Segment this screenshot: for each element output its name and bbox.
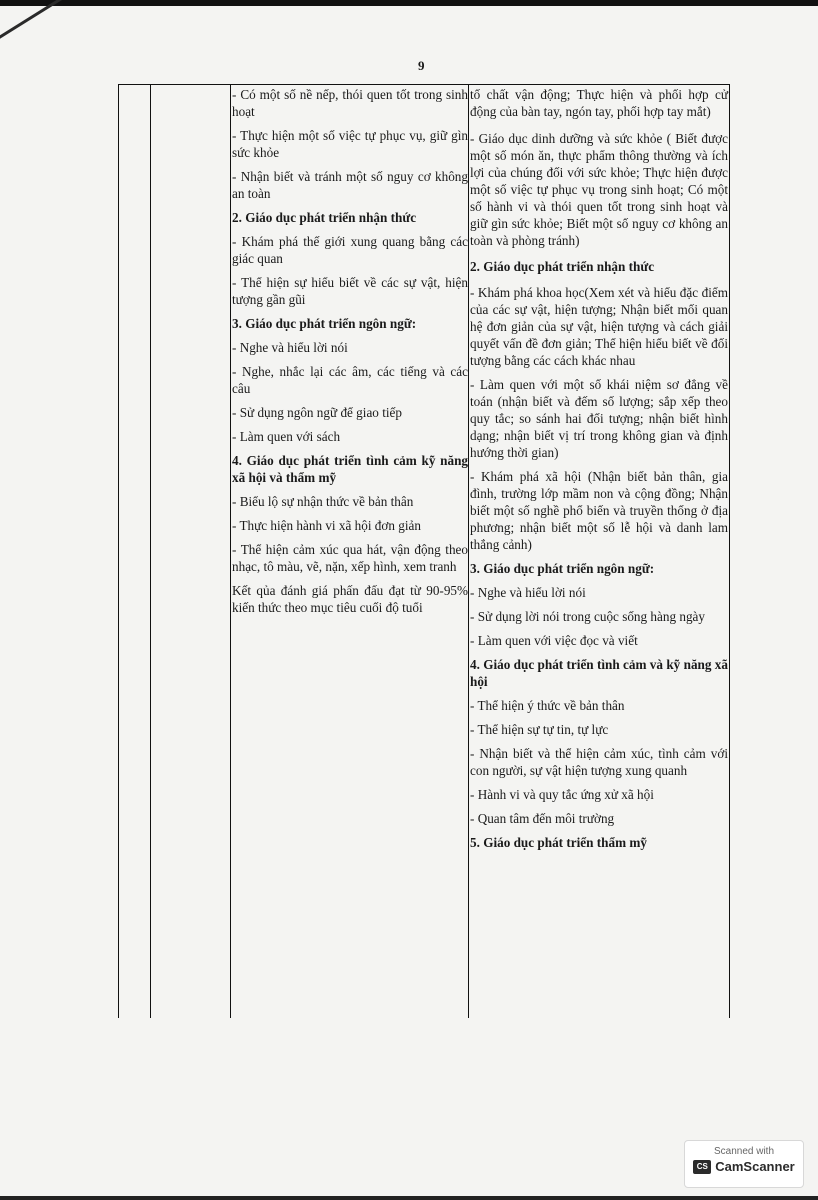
content-paragraph: - Thể hiện cảm xúc qua hát, vận động theo nhạc, tô màu, vẽ, nặn, xếp hình, xem tranh xyxy=(232,542,468,574)
content-paragraph: - Làm quen với việc đọc và viết xyxy=(470,633,638,648)
right-column xyxy=(470,86,728,851)
section-heading: 2. Giáo dục phát triển nhận thức xyxy=(470,259,655,274)
table-top-border xyxy=(118,84,729,85)
camscanner-badge xyxy=(684,1140,804,1188)
page-fold-mark xyxy=(0,0,120,90)
content-paragraph: - Khám phá xã hội (Nhận biết bản thân, gia đình, trường lớp mầm non và cộng đồng; Nhận biết một số nghề phổ biến và truyền thống ở địa phương; nhận biết một số lễ hội và danh lam thắng cảnh) xyxy=(470,469,728,552)
content-paragraph: - Nghe, nhắc lại các âm, các tiếng và các câu xyxy=(232,364,468,396)
section-heading: 4. Giáo dục phát triển tình cảm và kỹ năng xã hội xyxy=(470,657,728,689)
table-border-col3 xyxy=(468,84,469,1018)
content-paragraph: - Sử dụng ngôn ngữ để giao tiếp xyxy=(232,405,402,420)
camscanner-logo-icon: CS xyxy=(693,1160,711,1174)
table-border-right xyxy=(729,84,730,1018)
content-paragraph: - Làm quen với sách xyxy=(232,429,341,444)
middle-column xyxy=(232,86,468,616)
section-heading: 3. Giáo dục phát triển ngôn ngữ: xyxy=(470,561,655,576)
scanned-with-text: Scanned with xyxy=(713,1146,775,1157)
content-paragraph: - Hành vi và quy tắc ứng xử xã hội xyxy=(470,787,654,802)
content-paragraph: - Quan tâm đến môi trường xyxy=(470,811,615,826)
content-paragraph: - Làm quen với một số khái niệm sơ đẳng về toán (nhận biết và đếm số lượng; sắp xếp theo quy tắc; so sánh hai đối tượng; nhận biết hình dạng; nhận biết vị trí trong không gian và định hướng thời gian) xyxy=(470,377,728,460)
camscanner-name: CamScanner xyxy=(715,1159,795,1174)
content-paragraph: Kết qủa đánh giá phấn đấu đạt từ 90-95% kiến thức theo mục tiêu cuối độ tuổi xyxy=(232,583,468,615)
content-paragraph: - Nhận biết và tránh một số nguy cơ không an toàn xyxy=(232,169,468,201)
content-paragraph: - Thực hiện một số việc tự phục vụ, giữ gìn sức khỏe xyxy=(232,128,468,160)
section-heading: 4. Giáo dục phát triển tình cảm kỹ năng xã hội và thẩm mỹ xyxy=(232,453,468,485)
table-border-col2 xyxy=(230,84,231,1018)
page-number: 9 xyxy=(418,58,425,73)
content-paragraph: - Có một số nề nếp, thói quen tốt trong sinh hoạt xyxy=(232,87,468,119)
section-heading: 3. Giáo dục phát triển ngôn ngữ: xyxy=(232,316,417,331)
table-border-left xyxy=(118,84,119,1018)
content-paragraph: - Thể hiện sự tự tin, tự lực xyxy=(470,722,609,737)
section-heading: 5. Giáo dục phát triển thẩm mỹ xyxy=(470,835,647,850)
content-paragraph: - Khám phá thế giới xung quang bằng các giác quan xyxy=(232,234,468,266)
content-paragraph: tố chất vận động; Thực hiện và phối hợp cử động của bàn tay, ngón tay, phối hợp tay mắt) xyxy=(470,87,728,119)
content-paragraph: - Nghe và hiểu lời nói xyxy=(470,585,586,600)
content-paragraph: - Thể hiện sự hiểu biết về các sự vật, hiện tượng gần gũi xyxy=(232,275,468,307)
content-paragraph: - Thể hiện ý thức về bản thân xyxy=(470,698,625,713)
bottom-edge-bar xyxy=(0,1196,818,1200)
content-paragraph: - Nghe và hiểu lời nói xyxy=(232,340,348,355)
top-edge-bar xyxy=(0,0,818,6)
content-paragraph: - Khám phá khoa học(Xem xét và hiểu đặc điểm của các sự vật, hiện tượng; Nhận biết mối quan hệ đơn giản của sự vật, hiện tượng và cách giải quyết vấn đề đơn giản; Thể hiện hiểu biết về đối tượng bằng các cách khác nhau xyxy=(470,285,728,368)
section-heading: 2. Giáo dục phát triển nhận thức xyxy=(232,210,417,225)
table-border-col1 xyxy=(150,84,151,1018)
content-paragraph: - Nhận biết và thể hiện cảm xúc, tình cảm với con người, sự vật hiện tượng xung quanh xyxy=(470,746,728,778)
content-paragraph: - Thực hiện hành vi xã hội đơn giản xyxy=(232,518,421,533)
content-paragraph: - Giáo dục dinh dưỡng và sức khỏe ( Biết được một số món ăn, thực phẩm thông thường và ích lợi của chúng đối với sức khỏe; Thực hiện được một số việc tự phục vụ trong sinh hoạt; Có một số hành vi và thói quen tốt trong sinh hoạt và giữ gìn sức khỏe; Biết một số nguy cơ không an toàn và phòng tránh) xyxy=(470,131,728,248)
content-paragraph: - Sử dụng lời nói trong cuộc sống hàng ngày xyxy=(470,609,705,624)
content-paragraph: - Biểu lộ sự nhận thức về bản thân xyxy=(232,494,414,509)
